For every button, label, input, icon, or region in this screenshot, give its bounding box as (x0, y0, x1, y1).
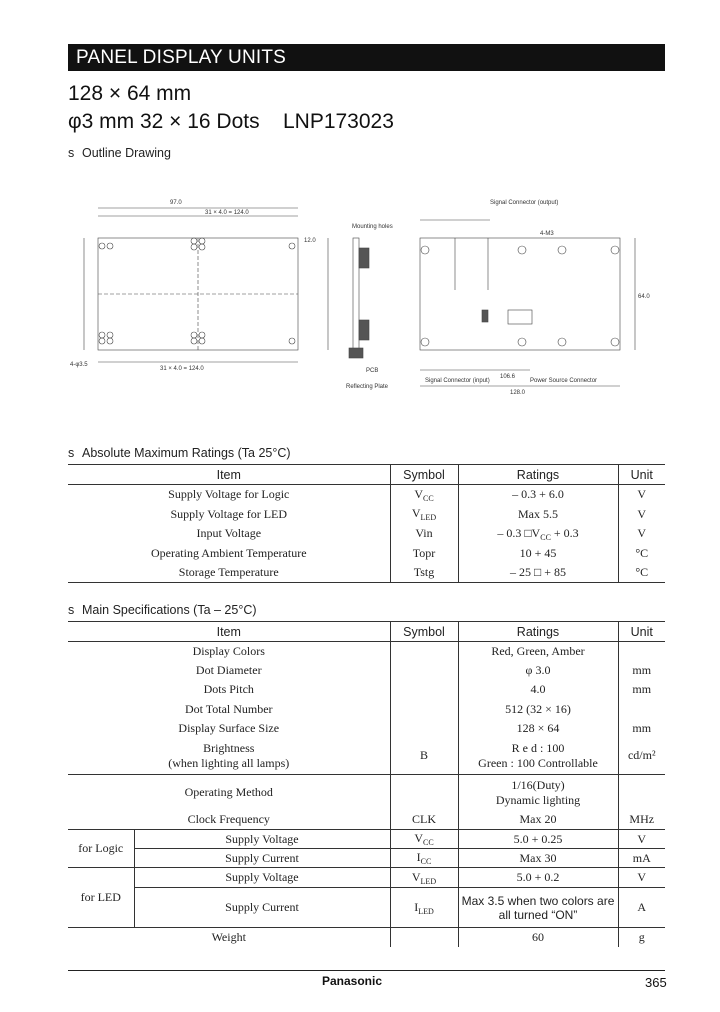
row-unit: °C (618, 563, 665, 583)
row-unit: cd/m² (618, 738, 665, 775)
row-rating: – 0.3 + 6.0 (458, 485, 618, 505)
row-symbol (390, 642, 458, 661)
dim-top: 97.0 (170, 200, 182, 206)
abs-max-title: Absolute Maximum Ratings (Ta 25°C) (82, 446, 291, 460)
row-rating: 128 × 64 (458, 719, 618, 738)
row-rating (458, 775, 618, 811)
row-rating: Red, Green, Amber (458, 642, 618, 661)
led-current-note: Max 3.5 when two colors are (461, 893, 615, 908)
row-symbol (390, 830, 458, 849)
row-rating (458, 524, 618, 544)
col-symbol: Symbol (390, 622, 458, 642)
main-spec-title: Main Specifications (Ta – 25°C) (82, 603, 257, 617)
symbol-sub: CC (423, 493, 434, 503)
table-row (68, 738, 665, 775)
row-unit: mm (618, 719, 665, 738)
label-mounting: Mounting holes (352, 224, 393, 230)
front-view (70, 200, 328, 372)
col-ratings: Ratings (458, 622, 618, 642)
row-rating: Max 5.5 (458, 505, 618, 524)
col-item: Item (68, 622, 390, 642)
abs-max-table (68, 464, 665, 583)
panel-size: 128 × 64 mm (68, 82, 192, 105)
row-item: Supply Current (134, 849, 390, 868)
model-number: LNP173023 (282, 110, 394, 133)
led-current-note-2: all turned “ON” (498, 907, 578, 922)
page-number: 365 (645, 975, 667, 990)
col-ratings: Ratings (458, 465, 618, 485)
row-symbol (390, 680, 458, 700)
brand-logo: Panasonic (322, 974, 383, 988)
group-logic: for Logic (68, 830, 134, 868)
brightness-green: Green : 100 Controllable (478, 755, 598, 770)
row-item: Supply Voltage (134, 868, 390, 888)
rear-view (420, 200, 650, 396)
table-row (68, 544, 665, 563)
col-item: Item (68, 465, 390, 485)
label-reflecting-plate: Reflecting Plate (346, 384, 389, 390)
row-unit: V (618, 868, 665, 888)
row-rating: 512 (32 × 16) (458, 700, 618, 719)
symbol-main: I (414, 899, 419, 914)
table-row (68, 524, 665, 544)
row-rating: 5.0 + 0.2 (458, 868, 618, 888)
row-rating: – 25 □ + 85 (458, 563, 618, 583)
row-symbol (390, 661, 458, 680)
table-row (68, 661, 665, 680)
section-banner: PANEL DISPLAY UNITS (68, 44, 665, 71)
main-spec-heading (68, 603, 257, 617)
row-item: Dots Pitch (203, 682, 254, 696)
symbol-sub: CC (420, 857, 432, 866)
dim-106: 106.6 (500, 374, 516, 380)
row-rating: 4.0 (458, 680, 618, 700)
row-unit (618, 775, 665, 811)
row-symbol (390, 719, 458, 738)
row-item: Display Colors (192, 643, 265, 658)
dim-bottom-pitch: 31 × 4.0 = 124.0 (160, 366, 204, 372)
row-rating: 60 (458, 928, 618, 947)
rating-tail: + 0.3 (550, 525, 579, 540)
row-unit: mm (618, 661, 665, 680)
row-unit: mm (618, 680, 665, 700)
group-led: for LED (68, 868, 134, 928)
row-symbol (390, 888, 458, 928)
col-unit: Unit (618, 622, 665, 642)
row-unit: g (618, 928, 665, 947)
row-item: Supply Voltage (134, 830, 390, 849)
outline-heading (68, 146, 171, 160)
row-symbol (390, 505, 458, 524)
row-unit: °C (618, 544, 665, 563)
table-row (68, 505, 665, 524)
main-spec-table (68, 621, 665, 947)
row-item: Dot Diameter (195, 662, 262, 677)
row-rating: 5.0 + 0.25 (458, 830, 618, 849)
symbol-main: V (411, 506, 421, 520)
row-unit: MHz (618, 811, 665, 830)
row-symbol: Topr (390, 544, 458, 563)
row-symbol: Vin (390, 524, 458, 544)
symbol-main: V (411, 869, 421, 884)
row-symbol (390, 700, 458, 719)
table-row (68, 928, 665, 947)
symbol-sub: LED (420, 876, 437, 886)
row-symbol (390, 849, 458, 868)
rating-sub: CC (540, 532, 551, 542)
table-row (68, 680, 665, 700)
row-symbol (390, 485, 458, 505)
dim-mount: 4-M3 (540, 231, 554, 237)
abs-max-heading (68, 446, 291, 460)
row-item: Dot Total Number (184, 701, 273, 716)
row-item (68, 738, 390, 775)
table-row (68, 811, 665, 830)
outline-title: Outline Drawing (82, 146, 171, 160)
row-item: Input Voltage (196, 526, 262, 540)
table-row (68, 563, 665, 583)
label-signal-output: Signal Connector (output) (490, 200, 559, 206)
row-item: Clock Frequency (68, 811, 390, 830)
symbol-main: V (414, 831, 423, 845)
table-row (68, 849, 665, 868)
side-view (346, 224, 393, 390)
row-symbol: B (390, 738, 458, 775)
table-row (68, 888, 665, 928)
row-unit: V (618, 505, 665, 524)
duty-value: 1/16(Duty) (511, 777, 565, 792)
row-symbol: Tstg (390, 563, 458, 583)
row-unit: V (618, 524, 665, 544)
symbol-sub: CC (423, 838, 434, 847)
table-row (68, 485, 665, 505)
col-symbol: Symbol (390, 465, 458, 485)
table-row (68, 642, 665, 661)
table-row (68, 830, 665, 849)
symbol-sub: LED (420, 513, 437, 522)
row-symbol (390, 928, 458, 947)
dim-128: 128.0 (510, 390, 526, 396)
row-item: Supply Voltage for LED (170, 506, 288, 521)
col-unit: Unit (618, 465, 665, 485)
row-unit: V (618, 830, 665, 849)
row-item: Display Surface Size (178, 720, 280, 735)
section-bullet: s (68, 146, 75, 160)
row-item: Weight (211, 929, 246, 944)
row-rating: 10 + 45 (458, 544, 618, 563)
row-rating: Max 30 (458, 849, 618, 868)
symbol-main: V (414, 486, 423, 501)
row-unit (618, 700, 665, 719)
dot-spec (68, 110, 394, 134)
section-bullet: s (68, 446, 75, 460)
row-item: Storage Temperature (68, 563, 390, 583)
row-item: Supply Current (134, 888, 390, 928)
table-row (68, 775, 665, 811)
row-rating: Max 20 (458, 811, 618, 830)
label-pcb: PCB (366, 368, 379, 374)
brightness-red: R e d : 100 (511, 740, 565, 755)
dynamic-lighting: Dynamic lighting (495, 792, 581, 807)
section-bullet: s (68, 603, 75, 617)
brightness-label: Brightness (203, 740, 255, 755)
row-item: Supply Voltage for Logic (168, 487, 290, 502)
dim-pitch: 31 × 4.0 = 124.0 (205, 210, 249, 216)
row-unit: A (618, 888, 665, 928)
table-row (68, 868, 665, 888)
dot-spec-text: φ3 mm 32 × 16 Dots (68, 110, 260, 133)
row-unit: V (618, 485, 665, 505)
dim-12: 12.0 (304, 238, 316, 244)
row-rating (458, 738, 618, 775)
row-unit (618, 642, 665, 661)
footer-rule (68, 970, 665, 971)
label-power: Power Source Connector (530, 378, 598, 384)
table-row (68, 700, 665, 719)
label-signal-input: Signal Connector (input) (425, 378, 490, 384)
brightness-note: (when lighting all lamps) (168, 755, 290, 770)
row-rating (458, 888, 618, 928)
row-symbol: CLK (390, 811, 458, 830)
row-symbol (390, 775, 458, 811)
dim-64: 64.0 (638, 294, 650, 300)
outline-drawing (70, 190, 655, 410)
dim-hole: 4-φ3.5 (70, 362, 88, 368)
row-symbol (390, 868, 458, 888)
table-row (68, 719, 665, 738)
row-item: Operating Ambient Temperature (150, 545, 307, 560)
symbol-sub: LED (418, 906, 434, 916)
row-item: Operating Method (184, 785, 273, 800)
rating-main: – 0.3 □V (497, 525, 541, 540)
symbol-main: I (416, 850, 421, 864)
row-rating: φ 3.0 (458, 661, 618, 680)
row-unit: mA (618, 849, 665, 868)
